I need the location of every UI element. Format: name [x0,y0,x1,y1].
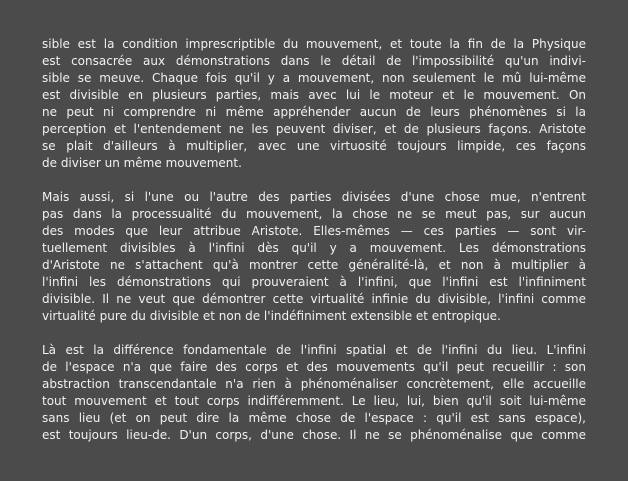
text-line: ne peut ni comprendre ni même appréhender aucun de leurs phénomènes si la [42,105,586,119]
paragraph-2 [42,189,586,325]
text-line: Là est la différence fondamentale de l'infini spatial et de l'infini du lieu. L'infini [42,343,586,357]
text-line: sans lieu (et on peut dire la même chose de l'espace : qu'il est sans espace), [42,411,586,425]
text-line: est consacrée aux démonstrations dans le détail de l'impossibilité qu'un indivi- [42,54,586,68]
text-line: l'infini les démonstrations qui prouveraient à l'infini, que l'infini est l'infiniment [42,275,586,289]
text-line: sible se meuve. Chaque fois qu'il y a mouvement, non seulement le mû lui-même [42,71,586,85]
text-line: perception et l'entendement ne les peuvent diviser, et de plusieurs façons. Aristote [42,122,586,136]
text-line: se plait d'ailleurs à multiplier, avec une virtuosité toujours limpide, ces façons [42,139,586,153]
text-line: est divisible en plusieurs parties, mais avec lui le moteur et le mouvement. On [42,88,586,102]
text-line: virtualité pure du divisible et non de l'indéfiniment extensible et entropique. [42,309,501,323]
paragraph-1 [42,36,586,172]
text-line: Mais aussi, si l'une ou l'autre des parties divisées d'une chose mue, n'entrent [42,190,586,204]
text-line: abstraction transcendantale n'a rien à phénoménaliser concrètement, elle accueille [42,377,586,391]
text-line: divisible. Il ne veut que démontrer cette virtualité infinie du divisible, l'infini comme [42,292,586,306]
text-line: sible est la condition imprescriptible du mouvement, et toute la fin de la Physique [42,37,586,51]
text-line: pas dans la processualité du mouvement, la chose ne se meut pas, sur aucun [42,207,586,221]
text-line: de l'espace n'a que faire des corps et des mouvements qu'il peut recueillir : son [42,360,586,374]
text-line: de diviser un même mouvement. [42,156,242,170]
text-line: d'Aristote ne s'attachent qu'à montrer cette généralité-là, et non à multiplier à [42,258,586,272]
paragraph-3 [42,342,586,444]
text-line: est toujours lieu-de. D'un corps, d'une chose. Il ne se phénoménalise que comme [42,428,586,442]
text-line: tout mouvement et tout corps indifféremment. Le lieu, lui, bien qu'il soit lui-même [42,394,586,408]
text-line: des modes que leur attribue Aristote. Elles-mêmes — ces parties — sont vir- [42,224,586,238]
text-line: tuellement divisibles à l'infini dès qu'il y a mouvement. Les démonstrations [42,241,586,255]
